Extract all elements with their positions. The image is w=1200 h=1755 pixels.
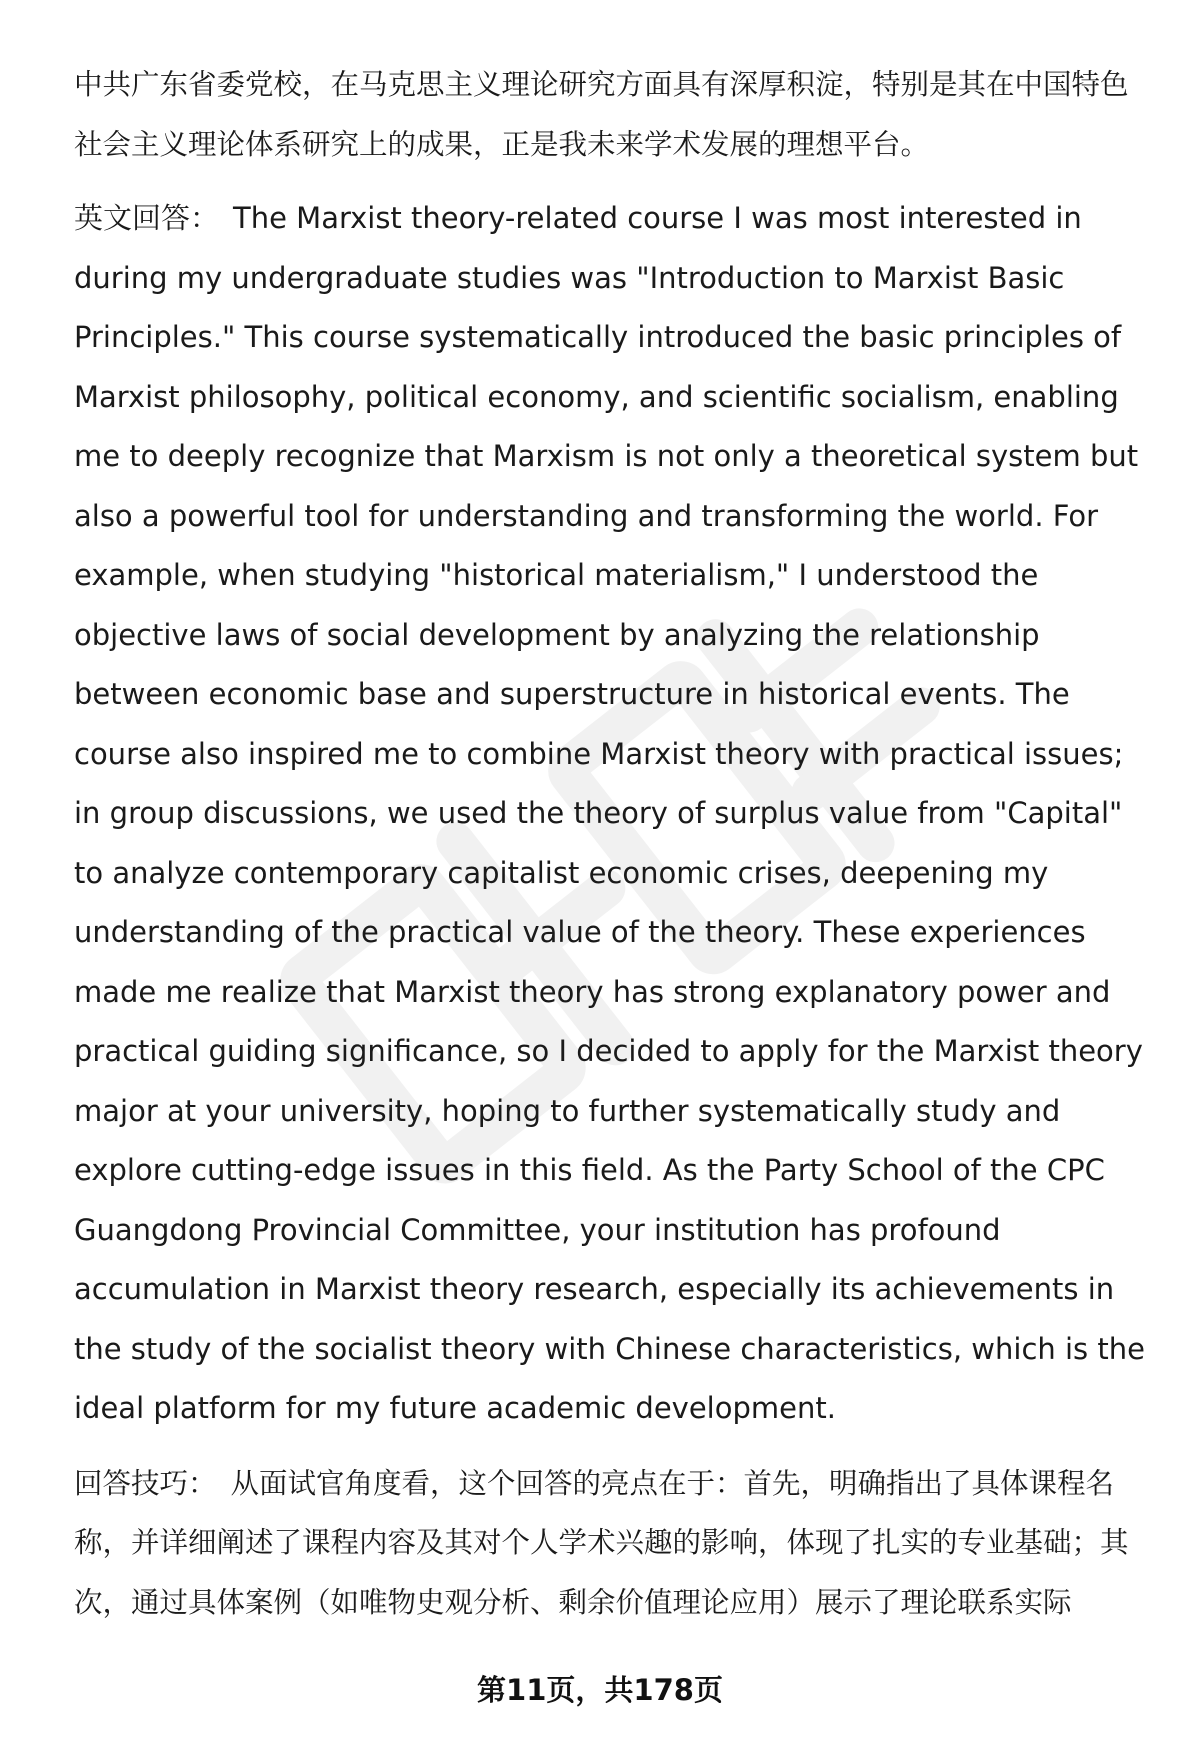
- english-answer-paragraph: [74, 189, 1154, 1439]
- page-number-footer: 第11页，共178页: [477, 1673, 723, 1707]
- english-answer-label: 英文回答：: [74, 201, 220, 235]
- document-body: [74, 55, 1154, 1648]
- english-answer-text: The Marxist theory-related course I was most interested in during my undergraduate studies was "Introduction to Marxist Basic Principles." This course systematically introduced the basic principles of Marxist philosophy, political economy, and scientific socialism, enabling me to deeply recognize that Marxism is not only a theoretical system but also a powerful tool for understanding and transforming the world. For example, when studying "historical materialism," I understood the objective laws of social development by analyzing the relationship between economic base and superstructure in historical events. The course also inspired me to combine Marxist theory with practical issues; in group discussions, we used the theory of surplus value from "Capital" to analyze contemporary capitalist economic crises, deepening my understanding of the practical value of the theory. These experiences made me realize that Marxist theory has strong explanatory power and practical guiding significance, so I decided to apply for the Marxist theory major at your university, hoping to further systematically study and explore cutting-edge issues in this field. As the Party School of the CPC Guangdong Provincial Committee, your institution has profound accumulation in Marxist theory research, especially its achievements in the study of the socialist theory with Chinese characteristics, which is the ideal platform for my future academic development.: [74, 201, 1145, 1425]
- intro-paragraph-text: 中共广东省委党校，在马克思主义理论研究方面具有深厚积淀，特别是其在中国特色社会主义理论体系研究上的成果，正是我未来学术发展的理想平台。: [74, 68, 1129, 161]
- answer-tips-text: 从面试官角度看，这个回答的亮点在于：首先，明确指出了具体课程名称，并详细阐述了课程内容及其对个人学术兴趣的影响，体现了扎实的专业基础；其次，通过具体案例（如唯物史观分析、剩余价值理论应用）展示了理论联系实际: [74, 1466, 1129, 1619]
- answer-tips-label: 回答技巧：: [74, 1466, 217, 1500]
- answer-tips-paragraph: [74, 1454, 1154, 1633]
- intro-paragraph: [74, 55, 1154, 174]
